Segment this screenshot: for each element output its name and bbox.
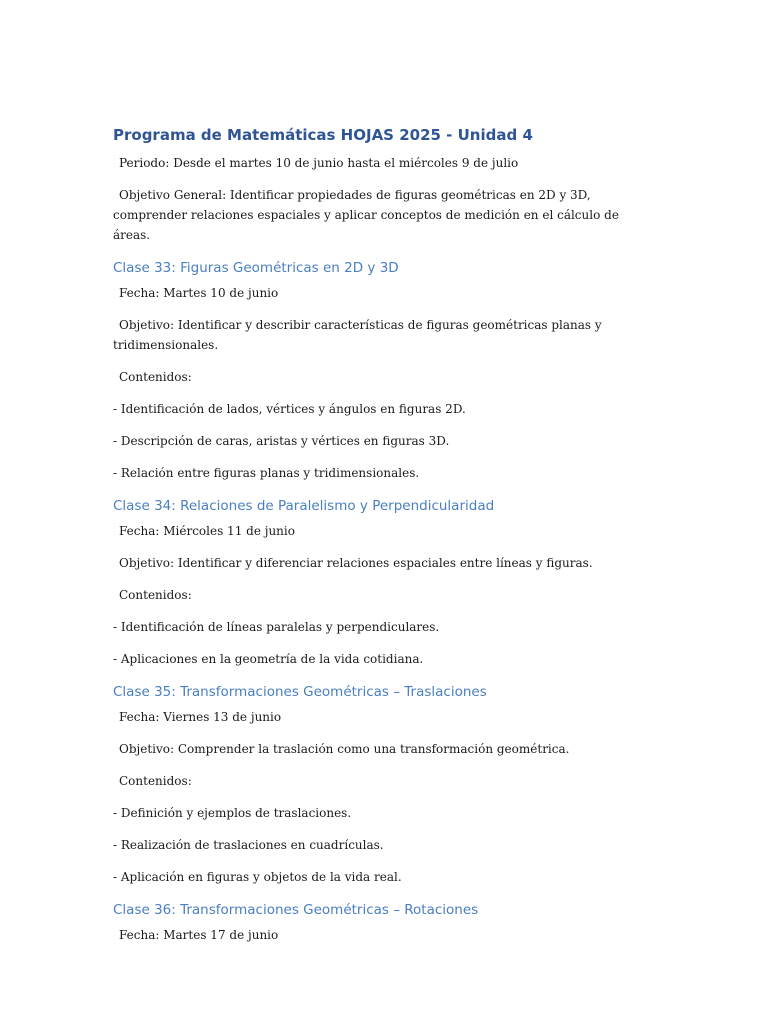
class-section-36	[113, 899, 653, 945]
class-section-34	[113, 495, 653, 669]
general-objective-text: Objetivo General: Identificar propiedades de figuras geométricas en 2D y 3D, comprender relaciones espaciales y aplicar conceptos de medición en el cálculo de áreas.	[113, 188, 619, 242]
content-item: - Identificación de líneas paralelas y perpendiculares.	[113, 620, 440, 634]
class-date: Fecha: Martes 10 de junio	[119, 286, 279, 300]
class-section-33	[113, 257, 653, 483]
class-date: Fecha: Martes 17 de junio	[119, 928, 279, 942]
class-date: Fecha: Viernes 13 de junio	[119, 710, 282, 724]
contents-label: Contenidos:	[119, 370, 192, 384]
content-item: - Realización de traslaciones en cuadrículas.	[113, 838, 384, 852]
contents-label: Contenidos:	[119, 588, 192, 602]
class-objective: Objetivo: Identificar y diferenciar relaciones espaciales entre líneas y figuras.	[119, 556, 593, 570]
content-item: - Definición y ejemplos de traslaciones.	[113, 806, 352, 820]
class-heading: Clase 33: Figuras Geométricas en 2D y 3D	[113, 260, 399, 276]
content-item: - Relación entre figuras planas y tridimensionales.	[113, 466, 420, 480]
class-date: Fecha: Miércoles 11 de junio	[119, 524, 295, 538]
class-objective: Objetivo: Identificar y describir características de figuras geométricas planas y tridimensionales.	[113, 318, 602, 352]
period-text: Periodo: Desde el martes 10 de junio hasta el miércoles 9 de julio	[119, 156, 519, 170]
class-heading: Clase 36: Transformaciones Geométricas – Rotaciones	[113, 902, 479, 918]
document-page	[113, 123, 653, 945]
class-heading: Clase 35: Transformaciones Geométricas – Traslaciones	[113, 684, 487, 700]
class-section-35	[113, 681, 653, 887]
class-heading: Clase 34: Relaciones de Paralelismo y Perpendicularidad	[113, 498, 495, 514]
content-item: - Identificación de lados, vértices y ángulos en figuras 2D.	[113, 402, 466, 416]
content-item: - Aplicación en figuras y objetos de la vida real.	[113, 870, 402, 884]
content-item: - Descripción de caras, aristas y vértices en figuras 3D.	[113, 434, 450, 448]
document-title: Programa de Matemáticas HOJAS 2025 - Unidad 4	[113, 126, 533, 144]
contents-label: Contenidos:	[119, 774, 192, 788]
content-item: - Aplicaciones en la geometría de la vida cotidiana.	[113, 652, 424, 666]
class-objective: Objetivo: Comprender la traslación como una transformación geométrica.	[119, 742, 570, 756]
